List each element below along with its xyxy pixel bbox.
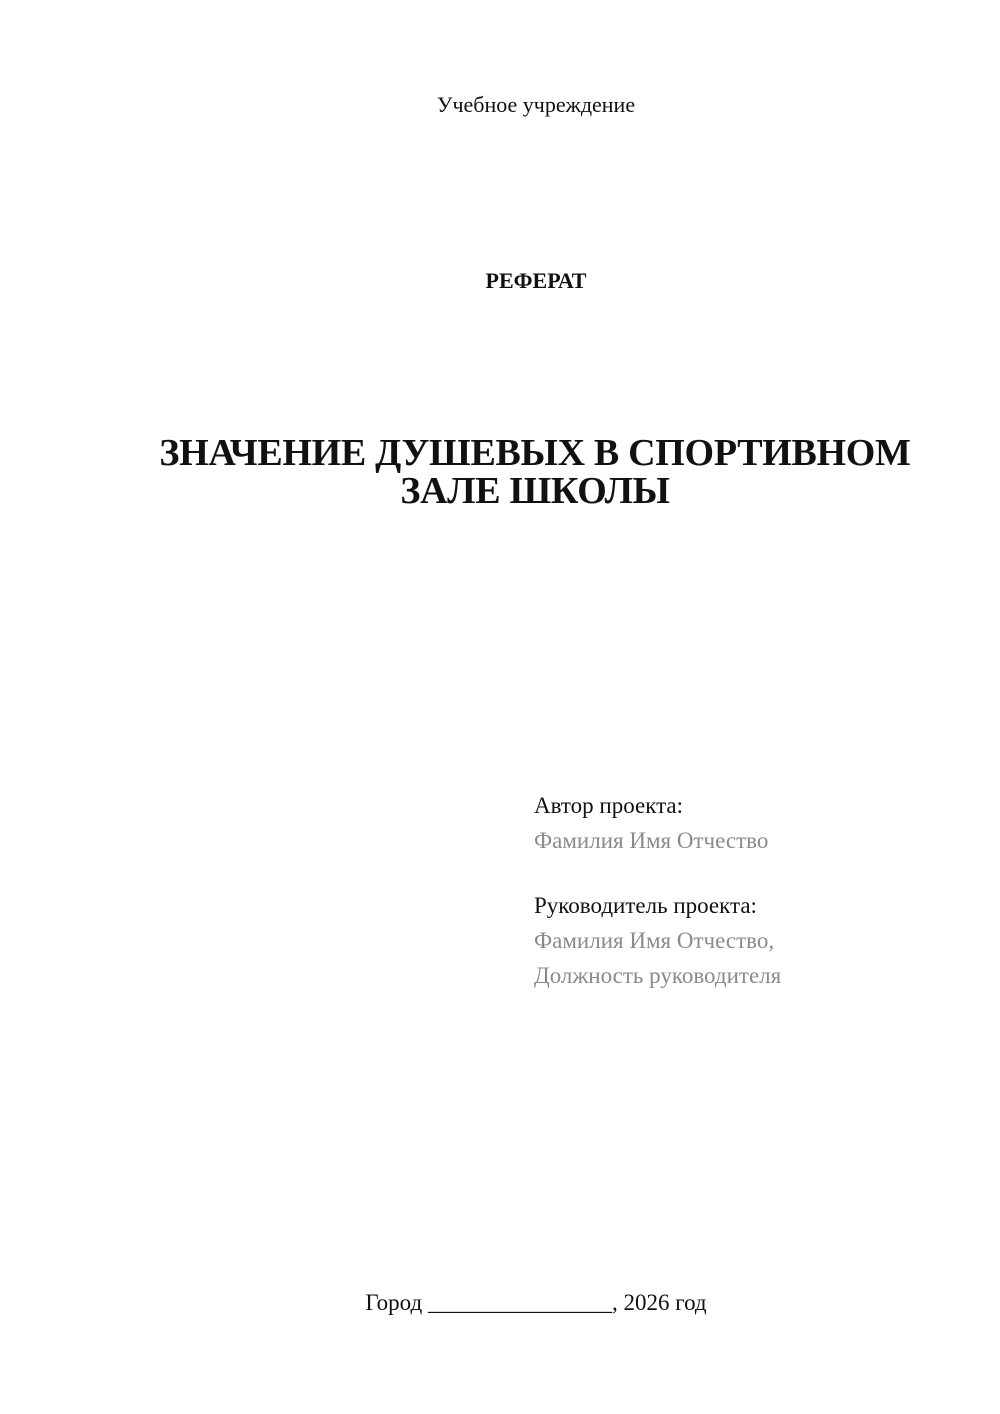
document-type: РЕФЕРАТ	[485, 268, 587, 293]
document-title-line-2: ЗАЛЕ ШКОЛЫ	[400, 470, 670, 512]
document-title	[130, 434, 940, 510]
author-label: Автор проекта:	[534, 793, 683, 818]
supervisor-name: Фамилия Имя Отчество,	[534, 928, 775, 953]
city-year-line: Город ________________, 2026 год	[365, 1290, 707, 1315]
supervisor-position: Должность руководителя	[534, 963, 782, 988]
signature-spacer	[534, 858, 974, 888]
signature-block	[534, 788, 974, 993]
institution-name: Учебное учреждение	[436, 92, 636, 117]
author-name: Фамилия Имя Отчество	[534, 828, 769, 853]
document-title-line-1: ЗНАЧЕНИЕ ДУШЕВЫХ В СПОРТИВНОМ	[159, 432, 911, 474]
supervisor-label: Руководитель проекта:	[534, 893, 757, 918]
